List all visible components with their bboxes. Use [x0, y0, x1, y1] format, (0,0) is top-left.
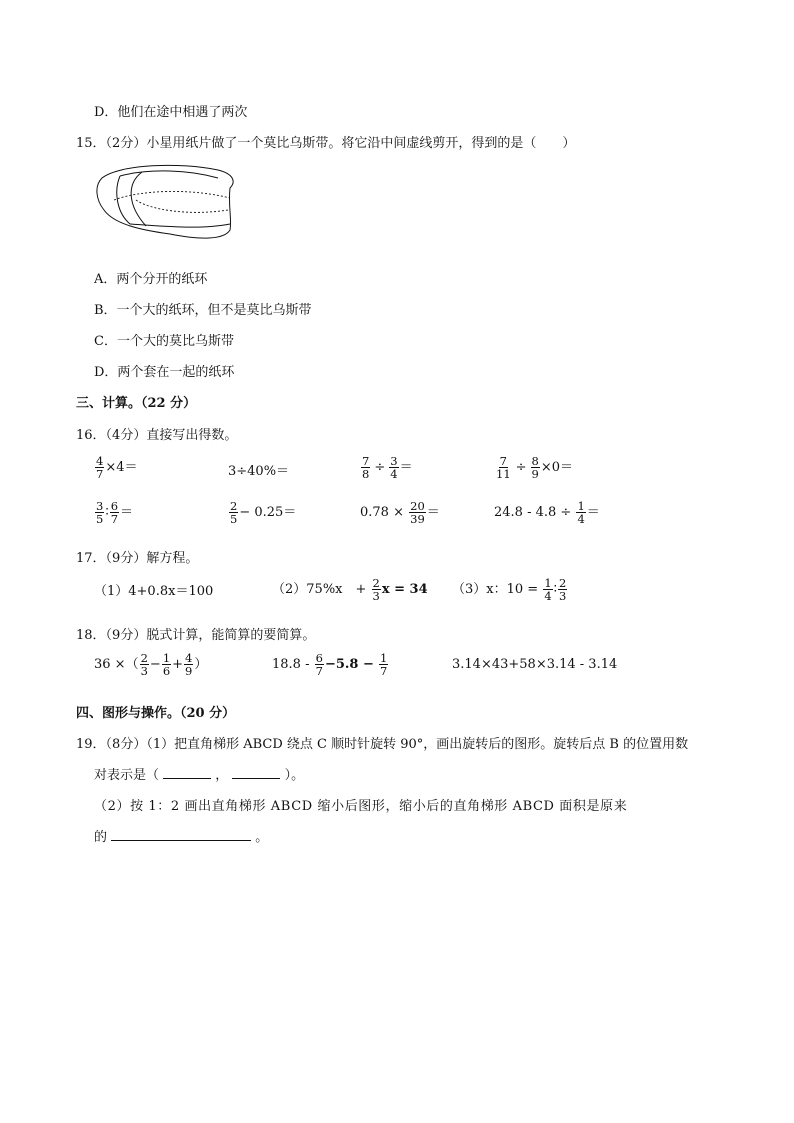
answer-blank-area-ratio[interactable] — [111, 840, 251, 841]
q16-problem-1: $\frac{4}{7}$ ×4＝ — [96, 454, 138, 482]
q15-option-d: D．两个套在一起的纸环 — [94, 365, 235, 380]
answer-blank-y[interactable] — [232, 778, 280, 779]
q19-line-2: 对表示是（ ， ）。 — [94, 768, 305, 783]
q15-option-c: C．一个大的莫比乌斯带 — [94, 334, 234, 349]
q15-option-a: A．两个分开的纸环 — [94, 272, 208, 287]
q19-line-3: （2）按 1：2 画出直角梯形 ABCD 缩小后图形，缩小后的直角梯形 ABCD 面积是原来 — [94, 799, 628, 814]
q16-problem-6: $\frac{2}{5}$ − 0.25＝ — [230, 499, 297, 527]
fraction: $\frac{4}{7}$ — [96, 454, 104, 482]
q18-stem: 18．（9分）脱式计算，能简算的要简算。 — [76, 628, 316, 643]
q17-problem-1: （1）4+0.8x＝100 — [94, 584, 214, 599]
q14-option-d: D．他们在途中相遇了两次 — [94, 105, 248, 120]
q16-problem-3: $\frac{7}{8}$ ÷ $\frac{3}{4}$ ＝ — [362, 454, 413, 482]
q16-problem-2: 3÷40%＝ — [228, 464, 290, 479]
section-3-title: 三、计算。（22 分） — [76, 396, 197, 411]
q19-line-1: 19．（8分）（1）把直角梯形 ABCD 绕点 C 顺时针旋转 90°，画出旋转后的图形。旋转后点 B 的位置用数 — [76, 737, 689, 752]
mobius-strip-figure — [90, 160, 240, 244]
section-4-title: 四、图形与操作。（20 分） — [76, 706, 236, 721]
q16-problem-4: $\frac{7}{11}$ ÷ $\frac{8}{9}$ ×0＝ — [496, 454, 574, 482]
q16-stem: 16．（4分）直接写出得数。 — [76, 428, 238, 443]
q19-line-4: 的 。 — [94, 830, 269, 845]
q16-problem-7: 0.78 × $\frac{20}{39}$ ＝ — [360, 499, 440, 527]
q17-stem: 17．（9分）解方程。 — [76, 551, 199, 566]
answer-blank-x[interactable] — [163, 778, 211, 779]
q18-problem-3: 3.14×43+58×3.14 - 3.14 — [452, 657, 618, 672]
q16-problem-5: $\frac{3}{5}$ ∶ $\frac{6}{7}$ ＝ — [96, 499, 134, 527]
q18-problem-2: 18.8 - $\frac{6}{7}$ −5.8 − $\frac{1}{7}$ — [272, 651, 388, 679]
q17-problem-3: （3）x：10 = $\frac{1}{4}$ ∶ $\frac{2}{3}$ — [452, 576, 567, 604]
q15-option-b: B．一个大的纸环，但不是莫比乌斯带 — [94, 303, 312, 318]
q18-problem-1: 36 ×（ $\frac{2}{3}$ − $\frac{1}{6}$ + $\frac{4}{9}$ ） — [94, 651, 208, 679]
q15-stem: 15．（2分）小星用纸片做了一个莫比乌斯带。将它沿中间虚线剪开，得到的是（ ） — [76, 136, 576, 151]
q17-problem-2: （2）75%x + $\frac{2}{3}$ x = 34 — [272, 576, 428, 604]
q16-problem-8: 24.8 - 4.8 ÷ $\frac{1}{4}$ ＝ — [494, 499, 600, 527]
